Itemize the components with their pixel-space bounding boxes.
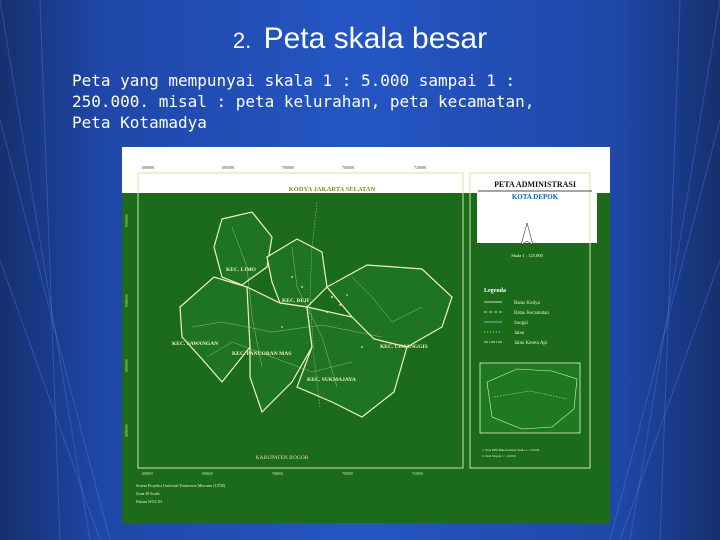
district-beji bbox=[267, 239, 327, 307]
top-tick-1: 690000 bbox=[142, 165, 154, 170]
top-tick-4: 705000 bbox=[342, 165, 354, 170]
north-letter: U bbox=[524, 215, 530, 221]
settlement-dot bbox=[346, 294, 348, 296]
map-header: KODYA JAKARTA SELATAN bbox=[288, 186, 376, 193]
settlement-dot bbox=[301, 286, 303, 288]
bottom-tick-1: 690000 bbox=[142, 472, 153, 476]
slide-title bbox=[0, 22, 720, 56]
settlement-dot bbox=[331, 296, 333, 298]
label-kec-cimanggis: KEC. CIMANGGIS bbox=[380, 344, 428, 350]
source-line-1: 1. Peta RBI Bakosurtanal Skala 1 : 25.000 bbox=[482, 448, 540, 452]
title-number: 2. bbox=[232, 28, 252, 53]
label-kec-sukmajaya: KEC. SUKMAJAYA bbox=[307, 377, 356, 383]
label-kec-limo: KEC. LIMO bbox=[226, 267, 256, 273]
footer-line-2: Zona 48 South bbox=[136, 491, 160, 496]
settlement-dot bbox=[326, 311, 328, 313]
source-line-2: 2. Peta Depok 1 : 10.000 bbox=[482, 454, 516, 458]
left-tick-1: 9305000 bbox=[125, 214, 129, 227]
footer-line-3: Datum WGS 84 bbox=[136, 499, 162, 504]
label-kec-beji: KEC. BEJI bbox=[282, 298, 309, 304]
legend-item-4: Jalan bbox=[514, 331, 525, 336]
settlement-dot bbox=[339, 304, 341, 306]
left-tick-4: 9290000 bbox=[125, 424, 129, 437]
district-limo bbox=[214, 212, 272, 285]
inset-map bbox=[480, 363, 580, 433]
settlement-dot bbox=[291, 276, 293, 278]
settlement-dot bbox=[281, 326, 283, 328]
label-kec-pancoran-mas: KEC. PANCORAN MAS bbox=[232, 351, 292, 357]
map-subtitle: KOTA DEPOK bbox=[511, 193, 559, 201]
district-pancoran-mas bbox=[247, 287, 312, 412]
title-text: Peta skala besar bbox=[263, 22, 488, 55]
label-kec-sawangan: KEC. SAWANGAN bbox=[172, 341, 219, 347]
legend-item-3: Sungai bbox=[514, 321, 528, 326]
map-title: PETA ADMINISTRASI bbox=[494, 180, 576, 189]
map-scale: Skala 1 : 125.000 bbox=[511, 253, 543, 258]
bottom-tick-2: 695000 bbox=[202, 472, 213, 476]
body-line-1: Peta yang mempunyai skala 1 : 5.000 sampai 1 : bbox=[72, 71, 516, 90]
top-tick-2: 695000 bbox=[222, 165, 234, 170]
bottom-tick-5: 710000 bbox=[412, 472, 423, 476]
settlement-dot bbox=[361, 346, 363, 348]
footer-line-1: Sistem Proyeksi Universal Transverse Mercator (UTM) bbox=[136, 483, 225, 488]
depok-admin-map bbox=[122, 147, 610, 523]
legend-item-5: Jalan Kereta Api bbox=[514, 341, 548, 346]
top-tick-3: 700000 bbox=[282, 165, 294, 170]
left-tick-2: 9300000 bbox=[125, 294, 129, 307]
legend-item-2: Batas Kecamatan bbox=[514, 311, 549, 316]
body-line-2: 250.000. misal : peta kelurahan, peta kecamatan, bbox=[72, 92, 535, 111]
legend-item-1: Batas Kodya bbox=[514, 301, 540, 306]
body-text bbox=[72, 70, 682, 133]
bottom-tick-3: 700000 bbox=[272, 472, 283, 476]
bottom-tick-4: 705000 bbox=[342, 472, 353, 476]
top-tick-5: 710000 bbox=[414, 165, 426, 170]
body-line-3: Peta Kotamadya bbox=[72, 113, 207, 132]
label-kabupaten-bogor: KABUPATEN BOGOR bbox=[255, 455, 309, 461]
left-tick-3: 9295000 bbox=[125, 359, 129, 372]
legend-title: Legenda bbox=[484, 288, 507, 294]
